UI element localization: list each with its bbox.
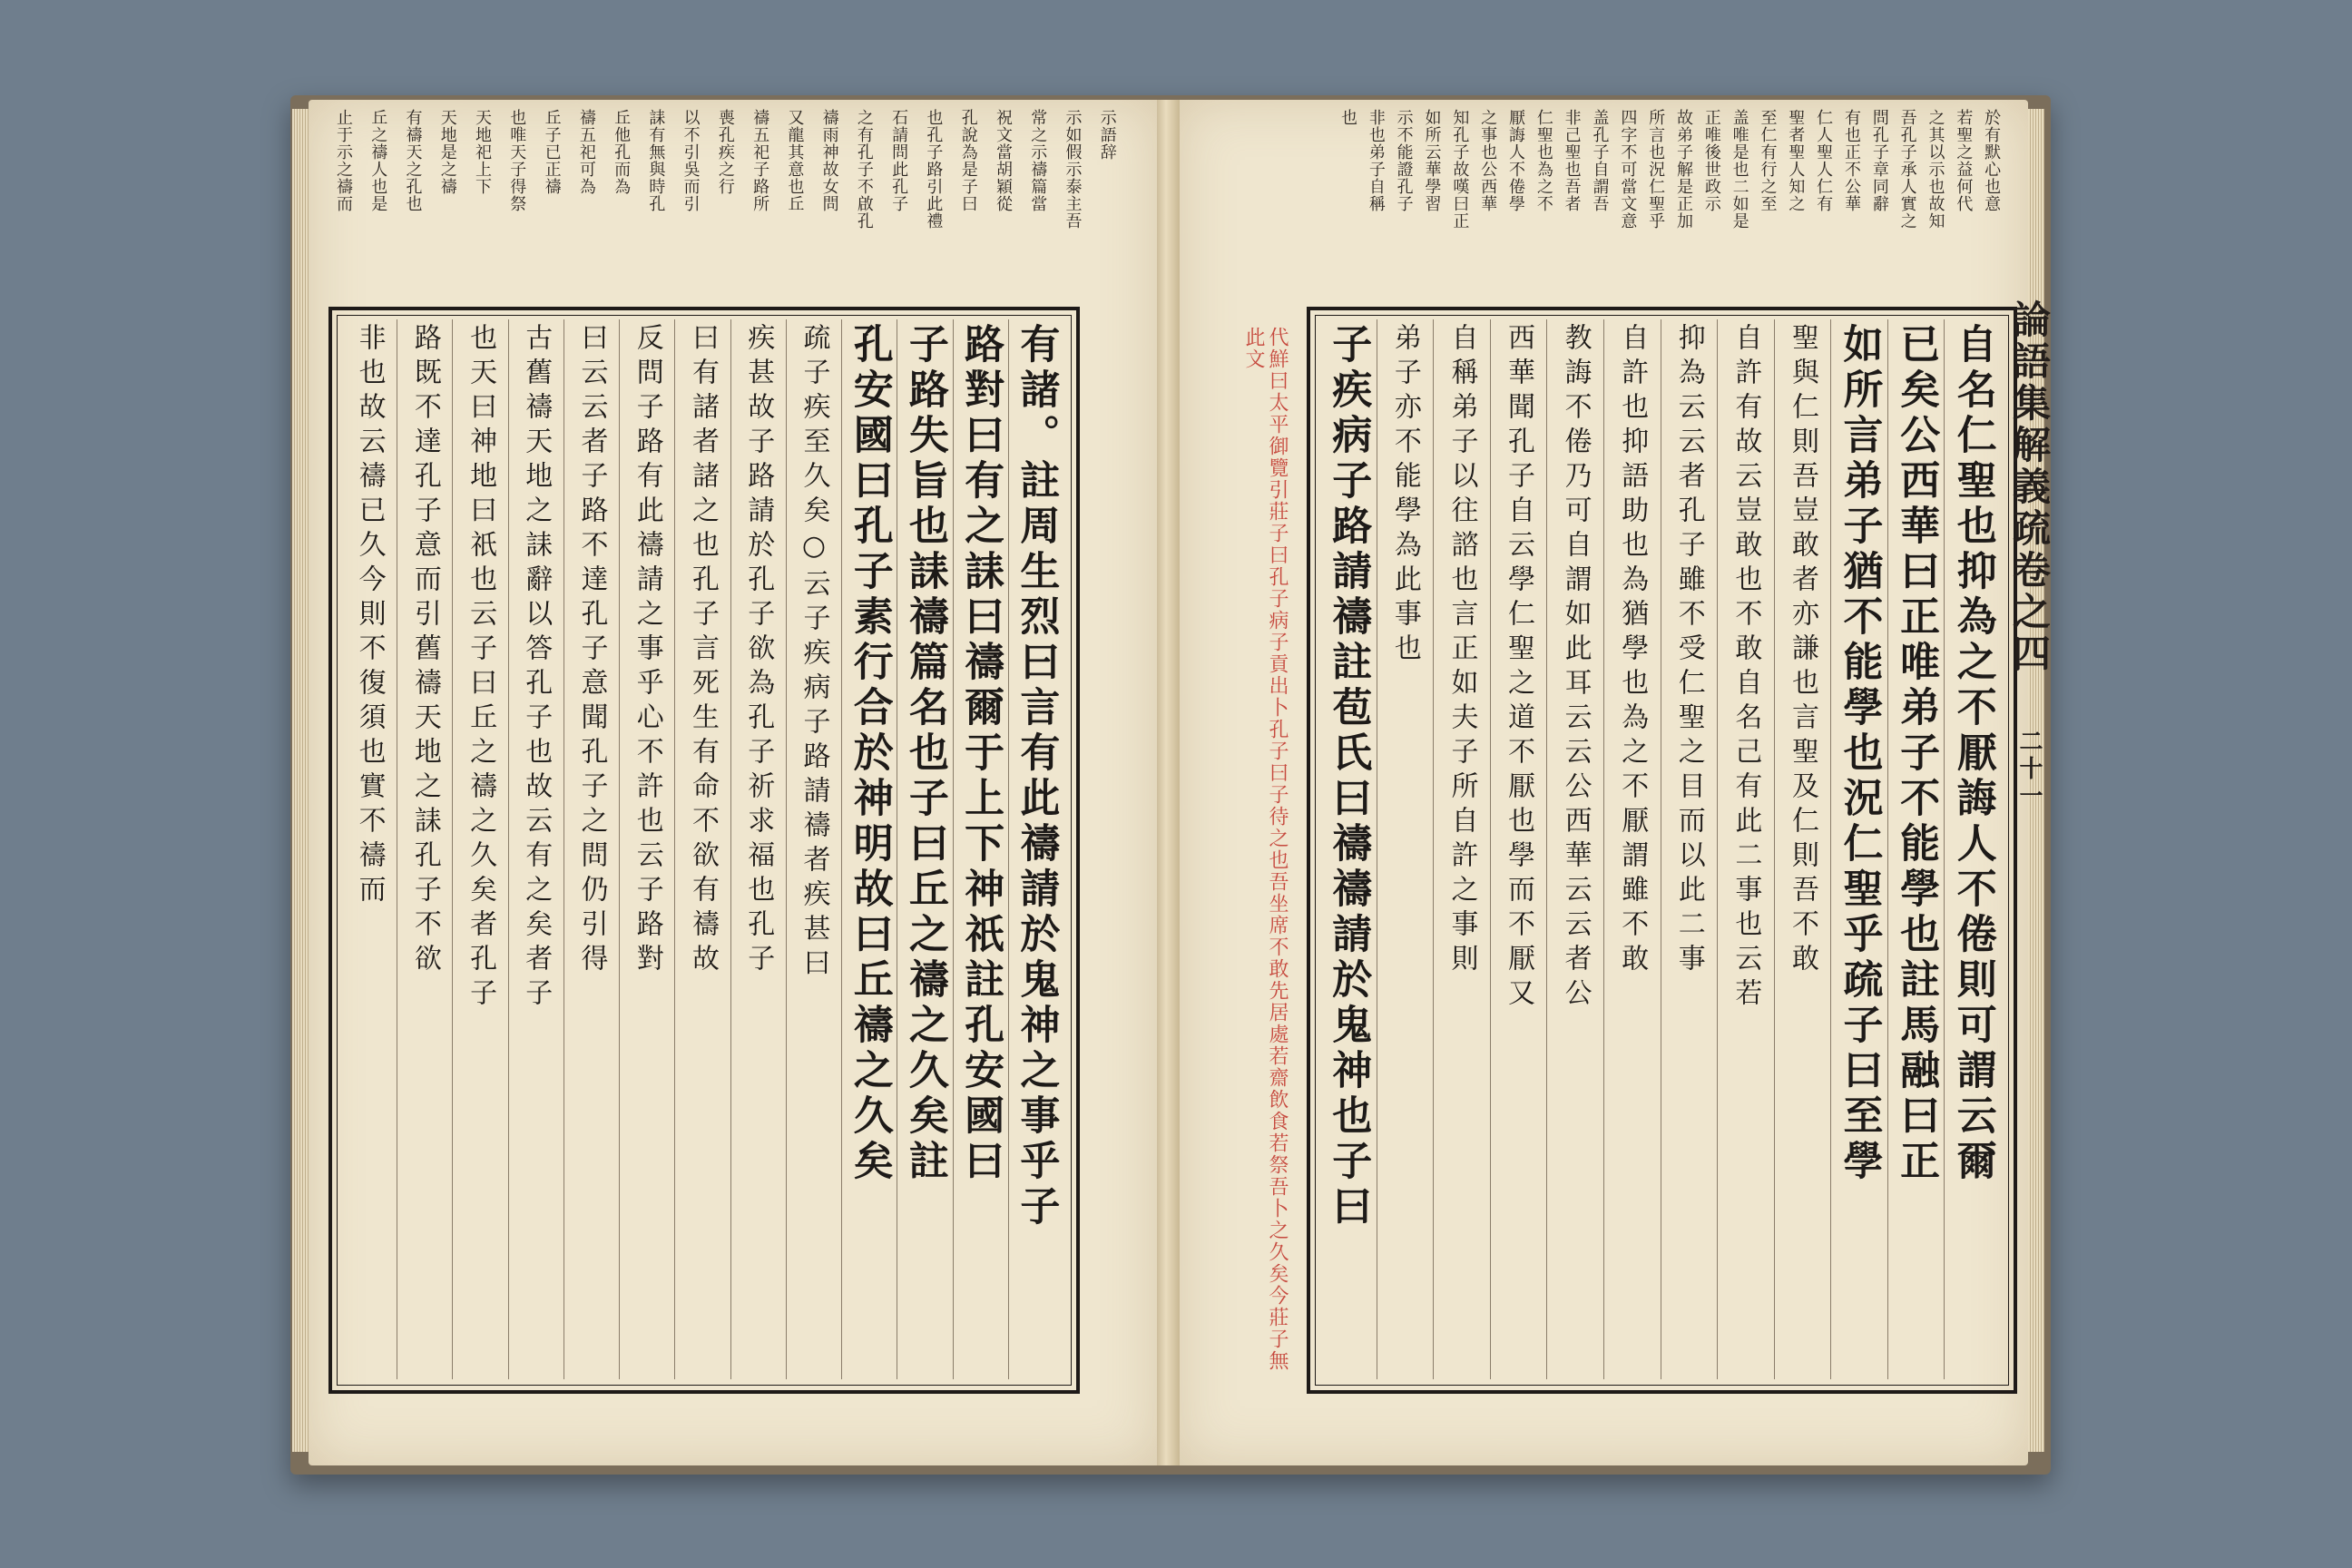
headnote-column: 禱五祀可為 xyxy=(576,109,596,195)
text-column: 古舊禱天地之誄辭以答孔子也故云有之矣者子 xyxy=(520,323,553,1013)
column-rule xyxy=(1717,319,1718,1379)
text-column: 子疾病子路請禱註苞氏曰禱禱請於鬼神也子曰 xyxy=(1325,323,1372,1230)
headnote-column: 丘之禱人也是 xyxy=(368,109,388,212)
headnote-column: 禱雨神故女問 xyxy=(819,109,839,212)
leaf-number: 二十一 xyxy=(2015,728,2043,810)
text-column: 曰云云者子路不達孔子意聞孔子之問仍引得 xyxy=(575,323,608,978)
page-edges-left xyxy=(292,109,309,1452)
headnote-column: 天地祀上下 xyxy=(473,109,493,195)
headnote-column: 之事也公西華 xyxy=(1478,109,1498,212)
headnote-column: 禱五祀子路所 xyxy=(750,109,770,212)
column-rule xyxy=(1944,319,1945,1379)
text-column: 自許有故云豈敢也不敢自名己有此二事也云若 xyxy=(1730,323,1762,1013)
headnote-column: 厭誨人不倦學 xyxy=(1506,109,1525,212)
headnote-column: 仁聖也為之不 xyxy=(1534,109,1553,212)
text-column: 曰有諸者諸之也孔子言死生有命不欲有禱故 xyxy=(687,323,719,978)
headnote-column: 丘他孔而為 xyxy=(612,109,632,195)
headnote-column: 盖唯是也二如是 xyxy=(1730,109,1749,230)
text-column: 自許也抑語助也為猶學也為之不厭謂雖不敢 xyxy=(1616,323,1649,978)
headnote-column: 之其以示也故知 xyxy=(1926,109,1945,230)
text-column: 子路失旨也誄禱篇名也子曰丘之禱之久矣註 xyxy=(901,323,948,1185)
text-column: 自名仁聖也抑為之不厭誨人不倦則可謂云爾 xyxy=(1949,323,1996,1185)
text-column: 非也故云禱已久今則不復須也實不禱而 xyxy=(353,323,386,909)
text-column: 聖與仁則吾豈敢者亦謙也言聖及仁則吾不敢 xyxy=(1786,323,1818,978)
headnote-column: 有禱天之孔也 xyxy=(403,109,423,212)
column-rule xyxy=(1887,319,1888,1379)
column-rule xyxy=(508,319,509,1379)
headnote-column: 非也弟子自稱 xyxy=(1366,109,1386,212)
left-page xyxy=(309,100,1157,1465)
column-rule xyxy=(786,319,787,1379)
headnote-column: 示不能證孔子 xyxy=(1394,109,1414,212)
headnote-column: 也孔子路引此禮 xyxy=(924,109,944,230)
folio-title-text: 論語集解義疏卷之四 xyxy=(2007,299,2052,675)
headnote-column: 聖者聖人知之 xyxy=(1786,109,1806,212)
column-rule xyxy=(1546,319,1547,1379)
right-text-frame xyxy=(1307,307,2017,1394)
column-rule xyxy=(1603,319,1604,1379)
text-column: 自稱弟子以往諮也言正如夫子所自許之事則 xyxy=(1446,323,1478,978)
red-marginal-note: 代鮮曰太平御覽引莊子曰孔子病子貢出卜孔子曰子待之也吾坐席不敢先居處若齋飲食若祭吾卜之久矣今莊子無此文 xyxy=(1242,327,1289,1372)
text-column: 路既不達孔子意而引舊禱天地之誄孔子不欲 xyxy=(408,323,441,978)
column-rule xyxy=(674,319,675,1379)
column-rule xyxy=(1433,319,1434,1379)
headnote-column: 誄有無與時孔 xyxy=(646,109,666,212)
headnote-column: 示如假示泰主吾 xyxy=(1063,109,1083,230)
left-text-frame xyxy=(328,307,1080,1394)
headnote-column: 祝文當胡穎從 xyxy=(993,109,1013,212)
text-column: 教誨不倦乃可自謂如此耳云云公西華云云者公 xyxy=(1559,323,1592,1013)
text-column: 疾甚故子路請於孔子欲為孔子祈求福也孔子 xyxy=(742,323,775,978)
headnote-column: 丘子已正禱 xyxy=(542,109,562,195)
book-gutter xyxy=(1157,100,1180,1465)
column-rule xyxy=(1774,319,1775,1379)
headnote-column: 常之示禱篇當 xyxy=(1028,109,1048,212)
headnote-column: 若聖之益何代 xyxy=(1954,109,1974,212)
text-column: 有諸。註周生烈曰言有此禱請於鬼神之事乎子 xyxy=(1013,323,1060,1230)
headnote-column: 又龍其意也丘 xyxy=(785,109,805,212)
headnote-column: 石請問此孔子 xyxy=(889,109,909,212)
headnote-column: 如所云華學習 xyxy=(1422,109,1442,212)
headnote-column: 孔說為是子曰 xyxy=(958,109,978,212)
headnote-column: 至仁有行之至 xyxy=(1758,109,1778,212)
text-column: 抑為云云者孔子雖不受仁聖之目而以此二事 xyxy=(1672,323,1705,978)
text-column: 也天曰神地曰祇也云子曰丘之禱之久矣者孔子 xyxy=(465,323,497,1013)
headnote-column: 也唯天子得祭 xyxy=(507,109,527,212)
headnote-column: 知孔子故嘆曰正 xyxy=(1450,109,1470,230)
column-rule xyxy=(1830,319,1831,1379)
column-rule xyxy=(1490,319,1491,1379)
headnote-column: 非己聖也吾者 xyxy=(1562,109,1582,212)
headnote-column: 止于示之禱而 xyxy=(334,109,353,212)
headnote-column: 問孔子章同辭 xyxy=(1869,109,1889,212)
headnote-column: 示語辞 xyxy=(1097,109,1117,161)
column-rule xyxy=(452,319,453,1379)
text-column: 反問子路有此禱請之事乎心不許也云子路對 xyxy=(631,323,663,978)
text-column: 疏子疾至久矣○云子疾病子路請禱者疾甚曰 xyxy=(798,323,830,983)
headnote-column: 之有孔子不啟孔 xyxy=(854,109,874,230)
text-column: 路對曰有之誄曰禱爾于上下神祇註孔安國曰 xyxy=(957,323,1004,1185)
headnote-column: 天地是之禱 xyxy=(437,109,457,195)
headnote-column: 有也正不公華 xyxy=(1842,109,1861,212)
text-column: 弟子亦不能學為此事也 xyxy=(1388,323,1421,668)
right-folio-title xyxy=(1996,299,2056,1298)
headnote-column: 以不引吳而引 xyxy=(681,109,701,212)
right-headnotes xyxy=(1338,109,2010,309)
right-page xyxy=(1180,100,2028,1465)
headnote-column: 也 xyxy=(1338,109,1357,126)
text-column: 孔安國曰孔子素行合於神明故曰丘禱之久矣 xyxy=(846,323,893,1185)
headnote-column: 正唯後世政示 xyxy=(1701,109,1721,212)
column-rule xyxy=(730,319,731,1379)
headnote-column: 仁人聖人仁有 xyxy=(1814,109,1834,212)
text-column: 已矣公西華曰正唯弟子不能學也註馬融曰正 xyxy=(1893,323,1940,1185)
headnote-column: 盖孔子自謂吾 xyxy=(1590,109,1610,212)
headnote-column: 故弟子解是正加 xyxy=(1674,109,1693,230)
text-column: 如所言弟子猶不能學也況仁聖乎疏子曰至學 xyxy=(1836,323,1883,1185)
headnote-column: 喪孔疾之行 xyxy=(715,109,735,195)
column-rule xyxy=(619,319,620,1379)
headnote-column: 於有默心也意 xyxy=(1982,109,2002,212)
left-headnotes xyxy=(334,109,1132,309)
headnote-column: 吾孔子承人實之 xyxy=(1897,109,1917,230)
headnote-column: 四字不可當文意 xyxy=(1618,109,1638,230)
column-rule xyxy=(841,319,842,1379)
headnote-column: 所言也況仁聖乎 xyxy=(1646,109,1666,230)
text-column: 西華聞孔子自云學仁聖之道不厭也學而不厭又 xyxy=(1503,323,1535,1013)
